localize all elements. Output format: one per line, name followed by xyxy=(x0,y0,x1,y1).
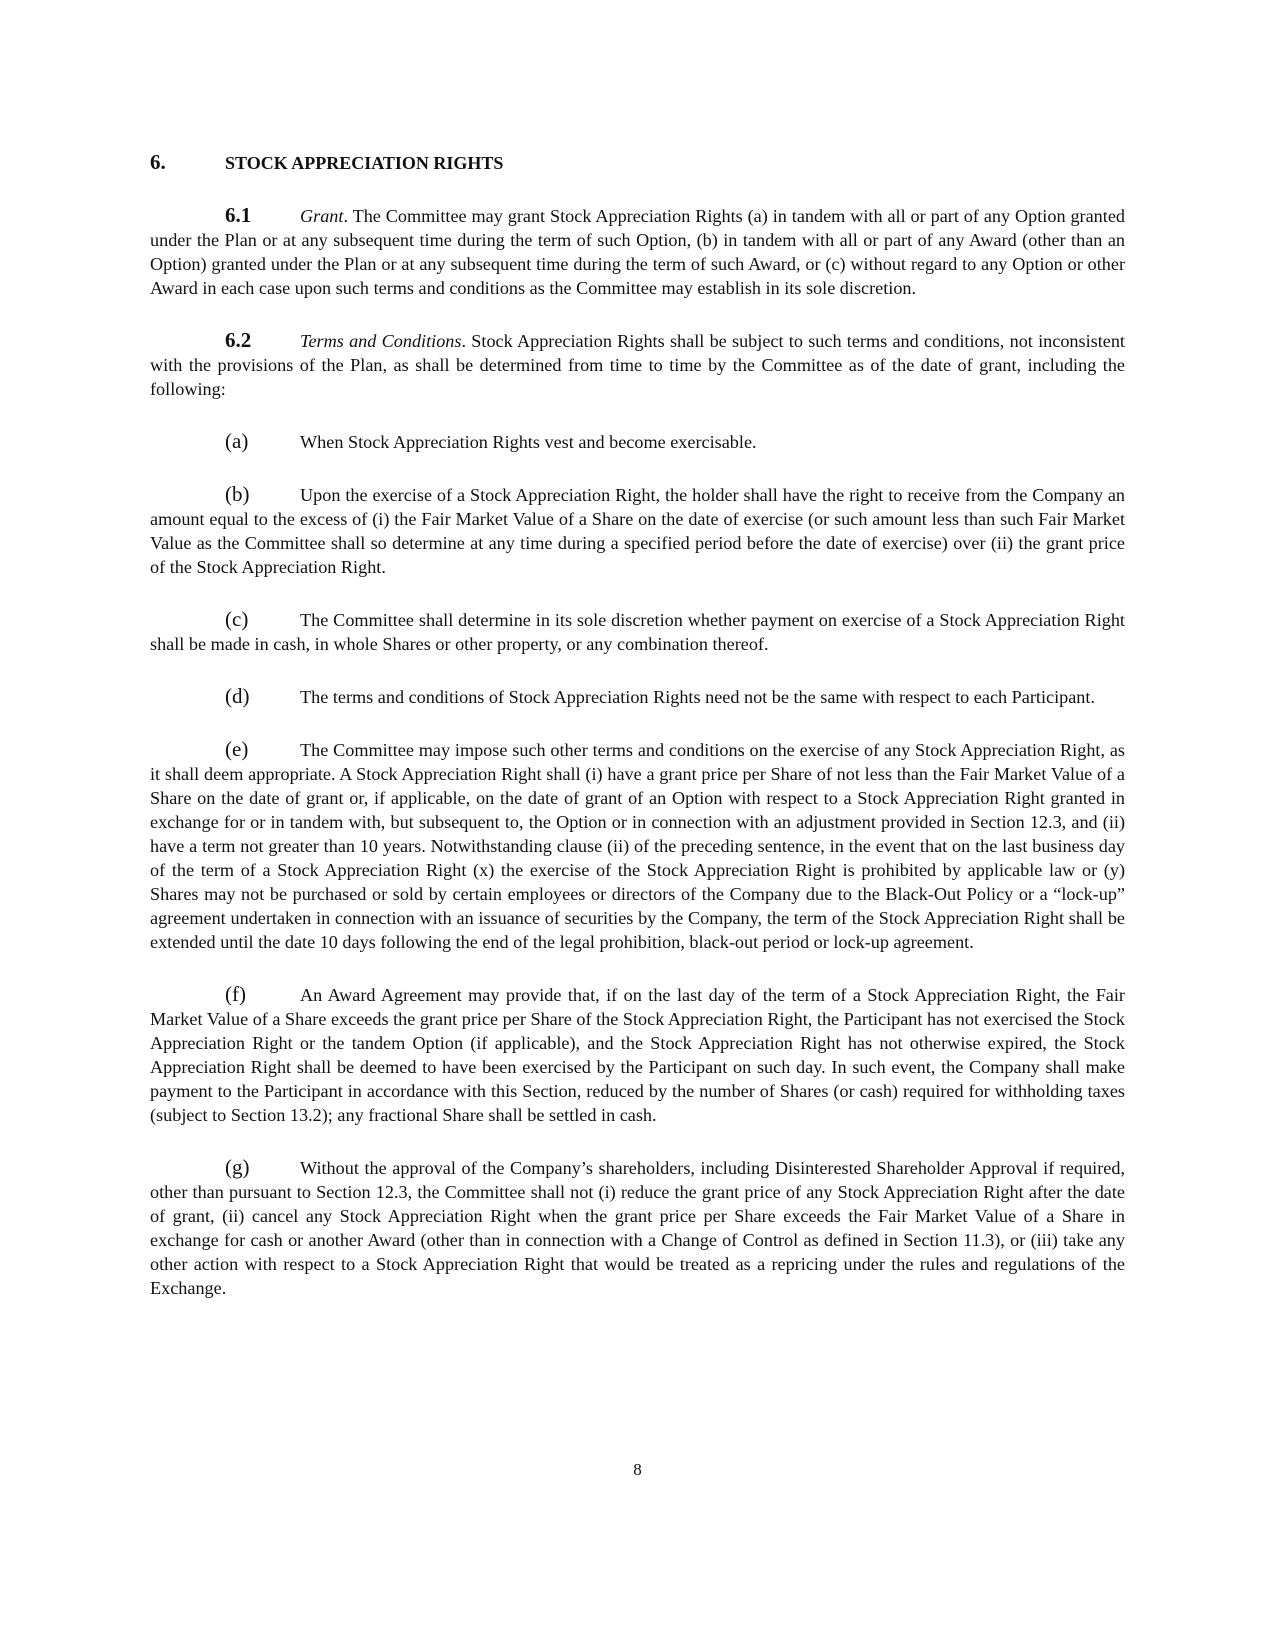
section-heading xyxy=(150,150,1125,175)
item-text: The Committee may impose such other terms and conditions on the exercise of any Stock Appreciation Right, as it shall deem appropriate. A Stock Appreciation Right shall (i) have a grant price per Share of not less than the Fair Market Value of a Share on the date of grant or, if applicable, on the date of grant of an Option with respect to a Stock Appreciation Right granted in exchange for or in tandem with, but subsequent to, the Option or in connection with an adjustment provided in Section 12.3, and (ii) have a term not greater than 10 years. Notwithstanding clause (ii) of the preceding sentence, in the event that on the last business day of the term of a Stock Appreciation Right (x) the exercise of the Stock Appreciation Right is prohibited by applicable law or (y) Shares may not be purchased or sold by certain employees or directors of the Company due to the Black-Out Policy or a “lock-up” agreement undertaken in connection with an issuance of securities by the Company, the term of the Stock Appreciation Right shall be extended until the date 10 days following the end of the legal prohibition, black-out period or lock-up agreement. xyxy=(150,740,1125,952)
item-label: (b) xyxy=(225,482,250,506)
list-item-c xyxy=(150,607,1125,656)
list-item-a xyxy=(150,429,1125,454)
item-label: (g) xyxy=(225,1155,250,1179)
section-title: STOCK APPRECIATION RIGHTS xyxy=(225,153,504,173)
item-label: (a) xyxy=(225,429,249,453)
item-label: (e) xyxy=(225,737,249,761)
item-text: The Committee shall determine in its sole discretion whether payment on exercise of a Stock Appreciation Right shall be made in cash, in whole Shares or other property, or any combination thereof. xyxy=(150,610,1125,654)
subsection-number: 6.2 xyxy=(225,328,252,352)
list-item-b xyxy=(150,482,1125,579)
list-item-f xyxy=(150,982,1125,1127)
subsection-6-2 xyxy=(150,328,1125,401)
list-item-g xyxy=(150,1155,1125,1300)
subsection-6-1 xyxy=(150,203,1125,300)
list-item-d xyxy=(150,684,1125,709)
item-label: (f) xyxy=(225,982,246,1006)
item-text: Upon the exercise of a Stock Appreciation Right, the holder shall have the right to receive from the Company an amount equal to the excess of (i) the Fair Market Value of a Share on the date of exercise (or such amount less than such Fair Market Value as the Committee shall so determine at any time during a specified period before the date of exercise) over (ii) the grant price of the Stock Appreciation Right. xyxy=(150,485,1125,577)
item-label: (d) xyxy=(225,684,250,708)
item-text: When Stock Appreciation Rights vest and become exercisable. xyxy=(300,432,757,452)
subsection-title: Terms and Conditions xyxy=(300,331,462,351)
page-number: 8 xyxy=(633,1460,642,1479)
list-item-e xyxy=(150,737,1125,954)
item-text: An Award Agreement may provide that, if on the last day of the term of a Stock Appreciation Right, the Fair Market Value of a Share exceeds the grant price per Share of the Stock Appreciation Right, the Participant has not exercised the Stock Appreciation Right or the tandem Option (if applicable), and the Stock Appreciation Right has not otherwise expired, the Stock Appreciation Right shall be deemed to have been exercised by the Participant on such day. In such event, the Company shall make payment to the Participant in accordance with this Section, reduced by the number of Shares (or cash) required for withholding taxes (subject to Section 13.2); any fractional Share shall be settled in cash. xyxy=(150,985,1125,1125)
item-text: Without the approval of the Company’s shareholders, including Disinterested Shareholder Approval if required, other than pursuant to Section 12.3, the Committee shall not (i) reduce the grant price of any Stock Appreciation Right after the date of grant, (ii) cancel any Stock Appreciation Right when the grant price per Share exceeds the Fair Market Value of a Share in exchange for cash or another Award (other than in connection with a Change of Control as defined in Section 11.3), or (iii) take any other action with respect to a Stock Appreciation Right that would be treated as a repricing under the rules and regulations of the Exchange. xyxy=(150,1158,1125,1298)
subsection-text: . The Committee may grant Stock Appreciation Rights (a) in tandem with all or part of any Option granted under the Plan or at any subsequent time during the term of such Option, (b) in tandem with all or part of any Award (other than an Option) granted under the Plan or at any subsequent time during the term of such Award, or (c) without regard to any Option or other Award in each case upon such terms and conditions as the Committee may establish in its sole discretion. xyxy=(150,206,1125,298)
item-label: (c) xyxy=(225,607,249,631)
section-number: 6. xyxy=(150,150,166,174)
item-text: The terms and conditions of Stock Appreciation Rights need not be the same with respect to each Participant. xyxy=(300,687,1095,707)
subsection-text: . Stock Appreciation Rights shall be subject to such terms and conditions, not inconsistent with the provisions of the Plan, as shall be determined from time to time by the Committee as of the date of grant, including the following: xyxy=(150,331,1125,399)
subsection-title: Grant xyxy=(300,206,344,226)
subsection-number: 6.1 xyxy=(225,203,252,227)
document-page xyxy=(150,150,1125,1328)
